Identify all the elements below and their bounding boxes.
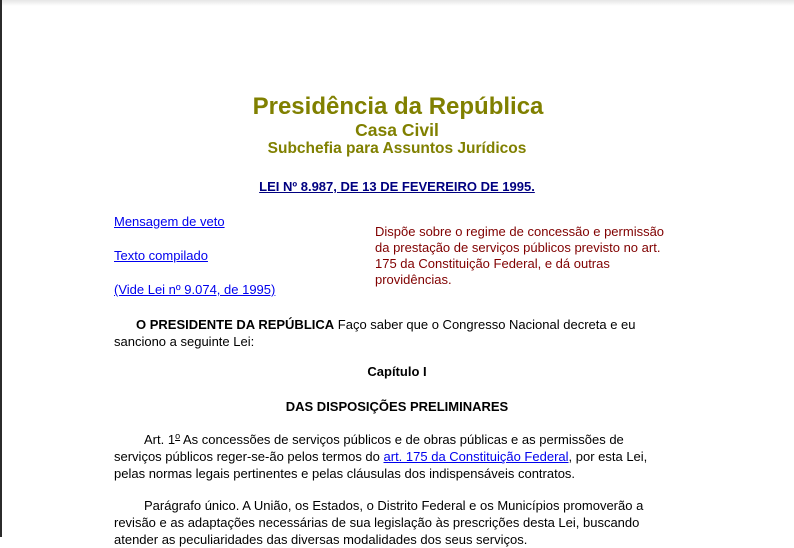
header-subdivision: Subchefia para Assuntos Jurídicos bbox=[267, 140, 527, 157]
preamble-text: Faço saber que o Congresso Nacional decreta e eu sanciono a seguinte Lei: bbox=[114, 317, 636, 349]
law-title-link[interactable]: LEI Nº 8.987, DE 13 DE FEVEREIRO DE 1995. bbox=[259, 179, 535, 194]
paragrafo-unico-text: Parágrafo único. A União, os Estados, o Distrito Federal e os Municípios promoverão a revisão e as adaptações necessárias de sua legislação às prescrições desta Lei, buscando atender as peculiaridades das diversas modalidades dos seus serviços. bbox=[114, 498, 644, 547]
chapter-number: Capítulo I bbox=[367, 364, 427, 379]
paragrafo-unico bbox=[114, 497, 674, 548]
law-title bbox=[0, 179, 794, 194]
document-header bbox=[0, 93, 794, 158]
article-1 bbox=[114, 431, 674, 482]
related-links bbox=[114, 214, 275, 299]
link-vide-lei-9074[interactable]: (Vide Lei nº 9.074, de 1995) bbox=[114, 282, 276, 297]
link-texto-compilado[interactable]: Texto compilado bbox=[114, 248, 208, 263]
article-1-text-after: , por esta Lei, pelas normas legais pertinentes e pelas cláusulas dos indispensáveis contratos. bbox=[114, 449, 648, 481]
ordinal-indicator: o bbox=[175, 431, 181, 441]
preamble-bold: O PRESIDENTE DA REPÚBLICA bbox=[136, 317, 335, 332]
ementa-text: Dispõe sobre o regime de concessão e permissão da prestação de serviços públicos previsto no art. 175 da Constituição Federal, e dá outras providências. bbox=[375, 224, 665, 287]
header-title: Presidência da República bbox=[252, 93, 544, 120]
article-1-label: Art. 1 bbox=[144, 432, 176, 447]
article-1-text-before: As concessões de serviços públicos e de obras públicas e as permissões de serviços públicos reger-se-ão pelos termos do bbox=[114, 432, 624, 464]
link-art-175-constituicao[interactable]: art. 175 da Constituição Federal bbox=[383, 449, 569, 464]
preamble-paragraph bbox=[114, 316, 674, 350]
chapter-title: DAS DISPOSIÇÕES PRELIMINARES bbox=[285, 399, 509, 414]
link-mensagem-de-veto[interactable]: Mensagem de veto bbox=[114, 214, 225, 229]
header-subtitle: Casa Civil bbox=[355, 120, 439, 140]
